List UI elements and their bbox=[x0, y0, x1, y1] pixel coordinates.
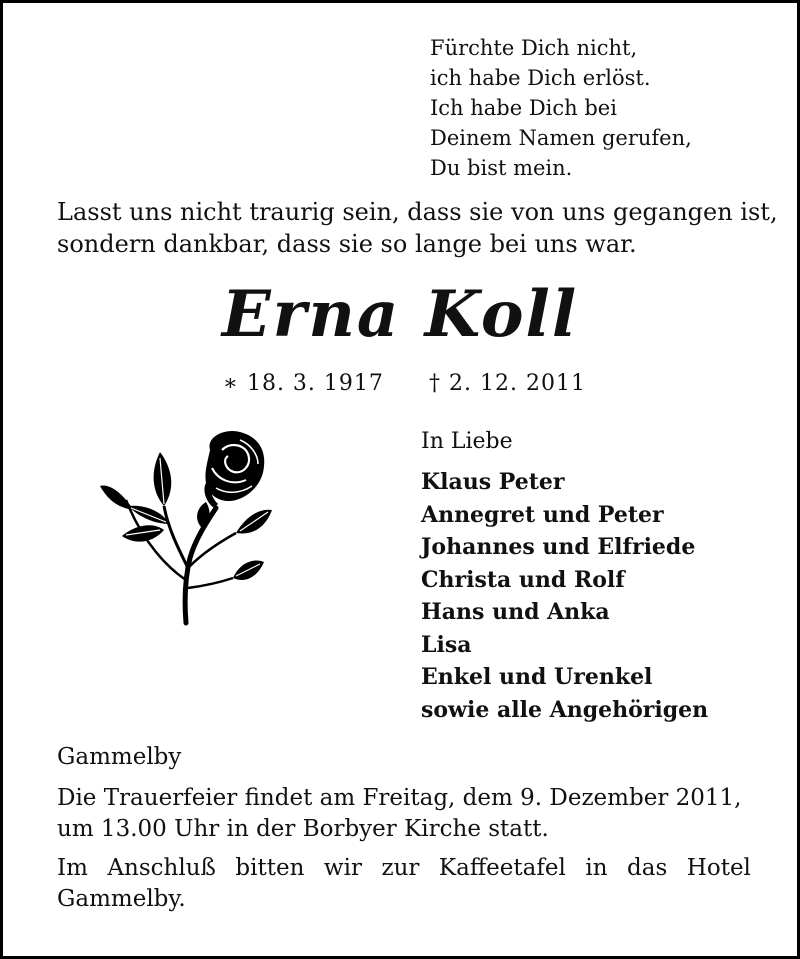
funeral-line: um 13.00 Uhr in der Borbyer Kirche statt. bbox=[57, 816, 549, 842]
intro-line: sondern dankbar, dass sie so lange bei uns war. bbox=[57, 230, 637, 258]
funeral-details bbox=[57, 783, 757, 845]
verse-line: Deinem Namen gerufen, bbox=[430, 126, 692, 150]
bible-verse bbox=[430, 33, 692, 183]
reception-word: Hotel bbox=[686, 855, 751, 881]
mourner-name: Annegret und Peter bbox=[421, 501, 664, 528]
reception-word: Im bbox=[57, 855, 88, 881]
place-name: Gammelby bbox=[57, 744, 182, 770]
mourner-name: Hans und Anka bbox=[421, 599, 610, 625]
intro-line: Lasst uns nicht traurig sein, dass sie von uns gegangen ist, bbox=[57, 198, 778, 226]
mourner-name: Johannes und Elfriede bbox=[421, 534, 696, 560]
mourners-intro: In Liebe bbox=[421, 429, 513, 454]
reception-word: in bbox=[585, 855, 608, 881]
reception-word: wir bbox=[323, 855, 362, 881]
mourner-name: Enkel und Urenkel bbox=[421, 664, 653, 690]
birth-date: ∗ 18. 3. 1917 bbox=[223, 371, 384, 396]
reception-details bbox=[57, 853, 751, 915]
reception-word: Kaffeetafel bbox=[438, 855, 566, 881]
death-date: † 2. 12. 2011 bbox=[429, 371, 586, 396]
mourners-list bbox=[421, 466, 708, 726]
reception-word: zur bbox=[381, 855, 420, 881]
verse-line: ich habe Dich erlöst. bbox=[430, 66, 651, 90]
deceased-name: Erna Koll bbox=[221, 277, 579, 352]
reception-word: das bbox=[627, 855, 668, 881]
intro-quote bbox=[57, 196, 778, 260]
reception-line: Gammelby. bbox=[57, 886, 186, 912]
mourner-name: Christa und Rolf bbox=[421, 566, 625, 593]
verse-line: Fürchte Dich nicht, bbox=[430, 36, 638, 60]
reception-line bbox=[57, 853, 751, 884]
funeral-line: Die Trauerfeier findet am Freitag, dem 9. Dezember 2011, bbox=[57, 785, 742, 811]
rose-icon bbox=[98, 428, 273, 628]
reception-word: bitten bbox=[235, 855, 305, 881]
reception-word: Anschluß bbox=[107, 855, 216, 881]
verse-line: Ich habe Dich bei bbox=[430, 96, 617, 120]
mourner-name: Lisa bbox=[421, 631, 472, 658]
mourner-name: Klaus Peter bbox=[421, 469, 565, 495]
verse-line: Du bist mein. bbox=[430, 156, 573, 180]
mourner-name: sowie alle Angehörigen bbox=[421, 696, 709, 723]
